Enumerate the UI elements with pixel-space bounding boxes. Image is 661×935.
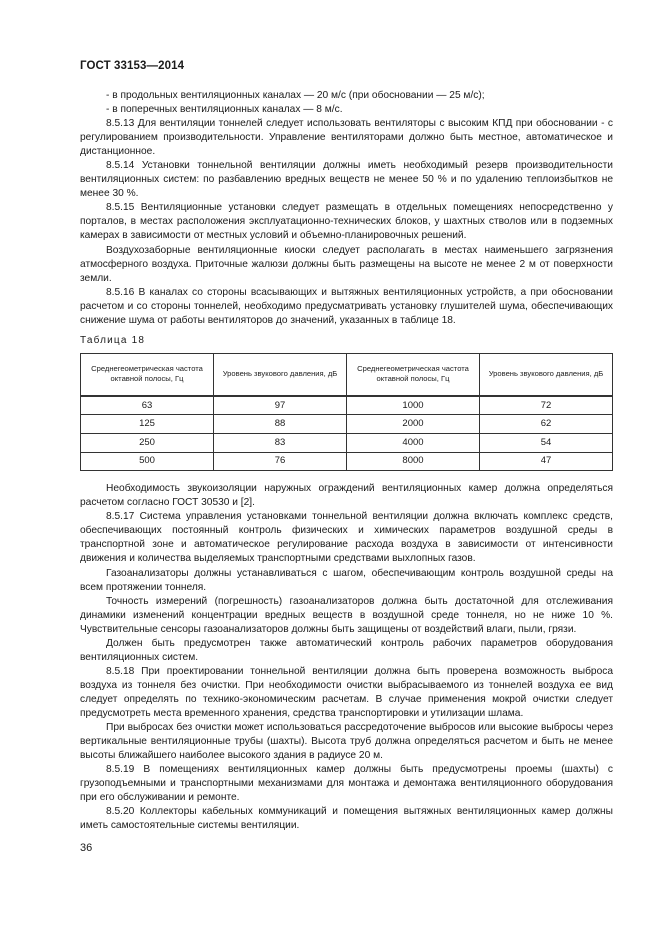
table-18: [80, 353, 613, 471]
clause-8-5-19: 8.5.19 В помещениях вентиляционных камер должны быть предусмотрены проемы (шахты) с грузоподъемными и транспортными механизмами для монтажа и демонтажа вентиляционного оборудования при его обслуживании и ремонте.: [80, 764, 613, 804]
table-row: [81, 396, 613, 415]
clause-8-5-20: 8.5.20 Коллекторы кабельных коммуникаций и помещения вытяжных вентиляционных камер должны иметь самостоятельные системы вентиляции.: [80, 806, 613, 832]
table-row: [81, 434, 613, 453]
clause-8-5-14: 8.5.14 Установки тоннельной вентиляции должны иметь необходимый резерв производительности вентиляционных систем: по разбавлению вредных веществ не менее 50 % и по удалению теплоизбытков не менее 30 %.: [80, 160, 613, 200]
clause-8-5-18: 8.5.18 При проектировании тоннельной вентиляции должна быть проверена возможность выброса воздуха из тоннеля без очистки. При необходимости очистки выбрасываемого из тоннелей воздуха ее вид следует определять по технико-экономическим расчетам. В случае применения мокрой очистки следует предусмотреть места временного хранения, средства транспортировки и утилизации шлама.: [80, 665, 613, 719]
paragraph: Точность измерений (погрешность) газоанализаторов должна быть достаточной для отслеживания динамики изменений концентрации вредных веществ в воздушной среде тоннеля, но не ниже 10 %. Чувствительные сенсоры газоанализаторов должны быть защищены от воздействий влаги, пыли, грязи.: [80, 595, 613, 635]
column-header: Уровень звукового давления, дБ: [480, 353, 613, 396]
table-row: [81, 452, 613, 471]
clause-8-5-15: 8.5.15 Вентиляционные установки следует размещать в отдельных помещениях непосредственно у порталов, в местах расположения эксплуатационно-технических блоков, у шахтных стволов или в подземных камерах в зависимости от местных условий и объемно-планировочных решений.: [80, 202, 613, 242]
table-cell: 250: [81, 434, 214, 453]
table-cell: 76: [214, 452, 347, 471]
clause-8-5-17: 8.5.17 Система управления установками тоннельной вентиляции должна включать комплекс средств, обеспечивающих постоянный контроль физических и химических параметров воздушной среды в транспортной зоне и автоматическое регулирование расхода воздуха в зависимости от интенсивности движения и количества выделяемых транспортными средствами выхлопных газов.: [80, 511, 613, 565]
table-cell: 1000: [347, 396, 480, 415]
table-cell: 88: [214, 415, 347, 434]
document-header: ГОСТ 33153—2014: [80, 60, 185, 72]
table-cell: 8000: [347, 452, 480, 471]
table-cell: 500: [81, 452, 214, 471]
table-cell: 2000: [347, 415, 480, 434]
page-content: [80, 89, 613, 833]
column-header: Среднегеометрическая частота октавной полосы, Гц: [347, 353, 480, 396]
clause-8-5-16: 8.5.16 В каналах со стороны всасывающих и вытяжных вентиляционных устройств, а при обосновании расчетом и со стороны тоннелей, необходимо предусматривать установку глушителей шума, обеспечивающих снижение шума от работы вентиляторов до значений, указанных в таблице 18.: [80, 286, 613, 326]
table-row: [81, 415, 613, 434]
table-header-row: [81, 353, 613, 396]
table-cell: 125: [81, 415, 214, 434]
paragraph: Должен быть предусмотрен также автоматический контроль рабочих параметров оборудования вентиляционных систем.: [80, 637, 613, 663]
table-cell: 83: [214, 434, 347, 453]
paragraph: Воздухозаборные вентиляционные киоски следует располагать в местах наименьшего загрязнения атмосферного воздуха. Приточные жалюзи должны быть размещены на высоте не менее 2 м от поверхности земли.: [80, 244, 613, 284]
table-cell: 72: [480, 396, 613, 415]
column-header: Уровень звукового давления, дБ: [214, 353, 347, 396]
table-cell: 62: [480, 415, 613, 434]
column-header: Среднегеометрическая частота октавной полосы, Гц: [81, 353, 214, 396]
table-cell: 54: [480, 434, 613, 453]
table-cell: 4000: [347, 434, 480, 453]
table-cell: 47: [480, 452, 613, 471]
table-caption: Таблица 18: [80, 334, 146, 346]
clause-8-5-13: 8.5.13 Для вентиляции тоннелей следует использовать вентиляторы с высоким КПД при обосновании - с регулированием производительности. Управление вентиляторами должно быть местное, автоматическое и дистанционное.: [80, 118, 613, 158]
page-number: 36: [80, 842, 93, 854]
list-item: - в поперечных вентиляционных каналах — 8 м/с.: [106, 104, 343, 116]
table-cell: 97: [214, 396, 347, 415]
table-cell: 63: [81, 396, 214, 415]
paragraph: Необходимость звукоизоляции наружных ограждений вентиляционных камер должна определяться расчетом согласно ГОСТ 30530 и [2].: [80, 483, 613, 509]
list-item: - в продольных вентиляционных каналах — 20 м/с (при обосновании — 25 м/с);: [106, 90, 485, 101]
paragraph: Газоанализаторы должны устанавливаться с шагом, обеспечивающим контроль воздушной среды на всем протяжении тоннеля.: [80, 567, 613, 593]
paragraph: При выбросах без очистки может использоваться рассредоточение выбросов или высокие выбросы через вертикальные вентиляционные трубы (шахты). Высота труб должна определяться расчетом и быть не менее высоты ближайшего наиболее высокого здания в радиусе 20 м.: [80, 722, 613, 762]
